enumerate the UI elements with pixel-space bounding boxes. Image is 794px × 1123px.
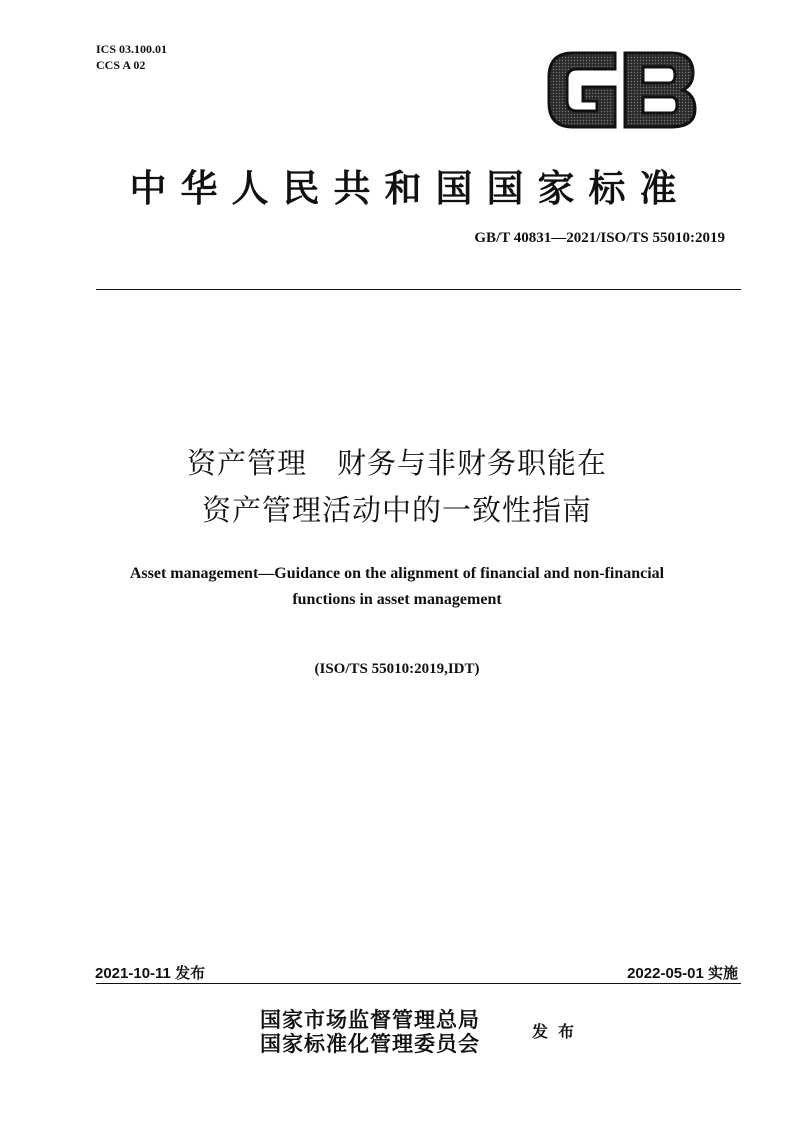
issue-date: 2021-10-11 发布 bbox=[95, 965, 206, 982]
chinese-title bbox=[60, 440, 734, 534]
adoption-note: (ISO/TS 55010:2019,IDT) bbox=[314, 661, 480, 677]
english-title-line-1: Asset management—Guidance on the alignment of financial and non-financial bbox=[129, 565, 665, 582]
header-divider bbox=[96, 289, 741, 290]
national-standard-title: 中华人民共和国国家标准 bbox=[129, 166, 691, 210]
issuer-samr: 国家市场监督管理总局 bbox=[260, 1007, 480, 1032]
footer-divider bbox=[96, 983, 741, 984]
ics-code: ICS 03.100.01 bbox=[96, 42, 168, 56]
issuer-sac: 国家标准化管理委员会 bbox=[260, 1031, 480, 1056]
ccs-code: CCS A 02 bbox=[96, 58, 146, 72]
chinese-title-line-1: 资产管理 财务与非财务职能在 bbox=[186, 446, 607, 480]
publish-label: 发布 bbox=[532, 1022, 585, 1041]
english-title bbox=[70, 561, 724, 613]
issuing-authorities bbox=[260, 1008, 480, 1056]
chinese-title-line-2: 资产管理活动中的一致性指南 bbox=[201, 493, 592, 527]
gb-logo bbox=[543, 47, 699, 133]
implementation-date: 2022-05-01 实施 bbox=[627, 965, 738, 982]
standard-number: GB/T 40831—2021/ISO/TS 55010:2019 bbox=[474, 230, 725, 246]
classification-codes bbox=[96, 41, 167, 73]
english-title-line-2: functions in asset management bbox=[292, 591, 502, 608]
